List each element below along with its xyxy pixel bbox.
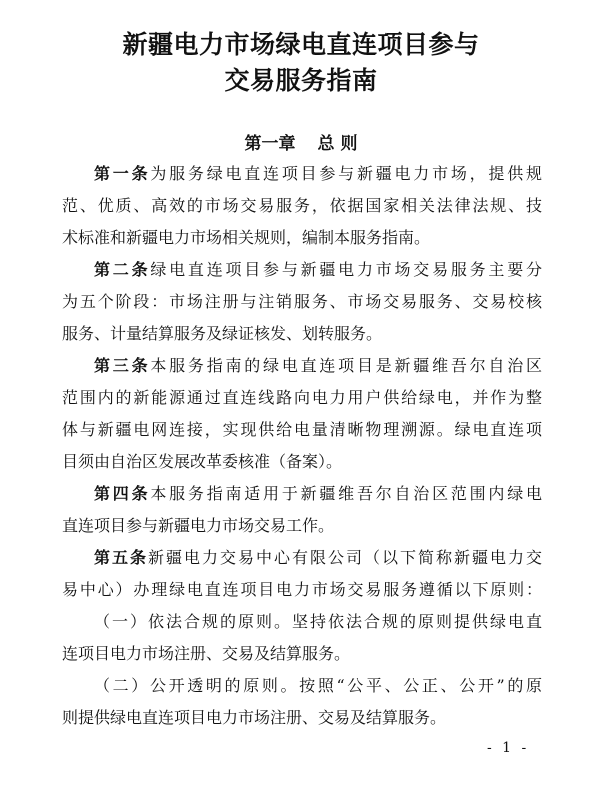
chapter-name: 总 则 (317, 134, 358, 154)
article-3-label: 第三条 (94, 356, 151, 375)
document-title-line-2: 交易服务指南 (224, 66, 378, 95)
article-4-line-1 (94, 482, 542, 506)
article-4-text-1: 本服务指南适用于新疆维吾尔自治区范围内绿电 (150, 484, 542, 503)
article-3-line-1 (94, 354, 542, 378)
article-5-label: 第五条 (94, 548, 148, 567)
article-3-line-3: 体与新疆电网连接，实现供给电量清晰物理溯源。绿电直连项 (62, 420, 542, 439)
article-5-line-2: 易中心）办理绿电直连项目电力市场交易服务遵循以下原则： (62, 580, 542, 599)
article-5-text-1: 新疆电力交易中心有限公司（以下简称新疆电力交 (148, 548, 542, 567)
document-title-line-1: 新疆电力市场绿电直连项目参与 (122, 30, 480, 59)
principle-1-line-1: （一）依法合规的原则。坚持依法合规的原则提供绿电直 (94, 612, 542, 631)
article-1-label: 第一条 (94, 164, 151, 183)
page-number: - 1 - (487, 740, 530, 756)
article-3-line-2: 范围内的新能源通过直连线路向电力用户供给绿电，并作为整 (62, 388, 542, 407)
article-1-line-2: 范、优质、高效的市场交易服务，依据国家相关法律法规、技 (62, 196, 542, 215)
article-3-line-4: 目须由自治区发展改革委核准（备案）。 (62, 452, 343, 471)
chapter-heading (0, 132, 602, 156)
article-2-line-2: 为五个阶段：市场注册与注销服务、市场交易服务、交易校核 (62, 292, 542, 311)
principle-2-line-1: （二）公开透明的原则。按照“公平、公正、公开”的原 (94, 676, 542, 695)
article-2-label: 第二条 (94, 260, 151, 279)
article-1-line-1 (94, 162, 542, 186)
article-4-line-2: 直连项目参与新疆电力市场交易工作。 (62, 516, 335, 535)
article-3-text-1: 本服务指南的绿电直连项目是新疆维吾尔自治区 (150, 356, 542, 375)
principle-1-line-2: 连项目电力市场注册、交易及结算服务。 (62, 644, 351, 663)
article-2-line-3: 服务、计量结算服务及绿证核发、划转服务。 (62, 324, 383, 343)
article-2-line-1 (94, 258, 542, 282)
article-1-line-3: 术标准和新疆电力市场相关规则，编制本服务指南。 (62, 228, 431, 247)
article-5-line-1 (94, 546, 542, 570)
article-1-text-1: 为服务绿电直连项目参与新疆电力市场，提供规 (150, 164, 542, 183)
article-4-label: 第四条 (94, 484, 151, 503)
article-2-text-1: 绿电直连项目参与新疆电力市场交易服务主要分 (150, 260, 542, 279)
principle-2-line-2: 则提供绿电直连项目电力市场注册、交易及结算服务。 (62, 708, 447, 727)
chapter-number: 第一章 (244, 134, 296, 154)
